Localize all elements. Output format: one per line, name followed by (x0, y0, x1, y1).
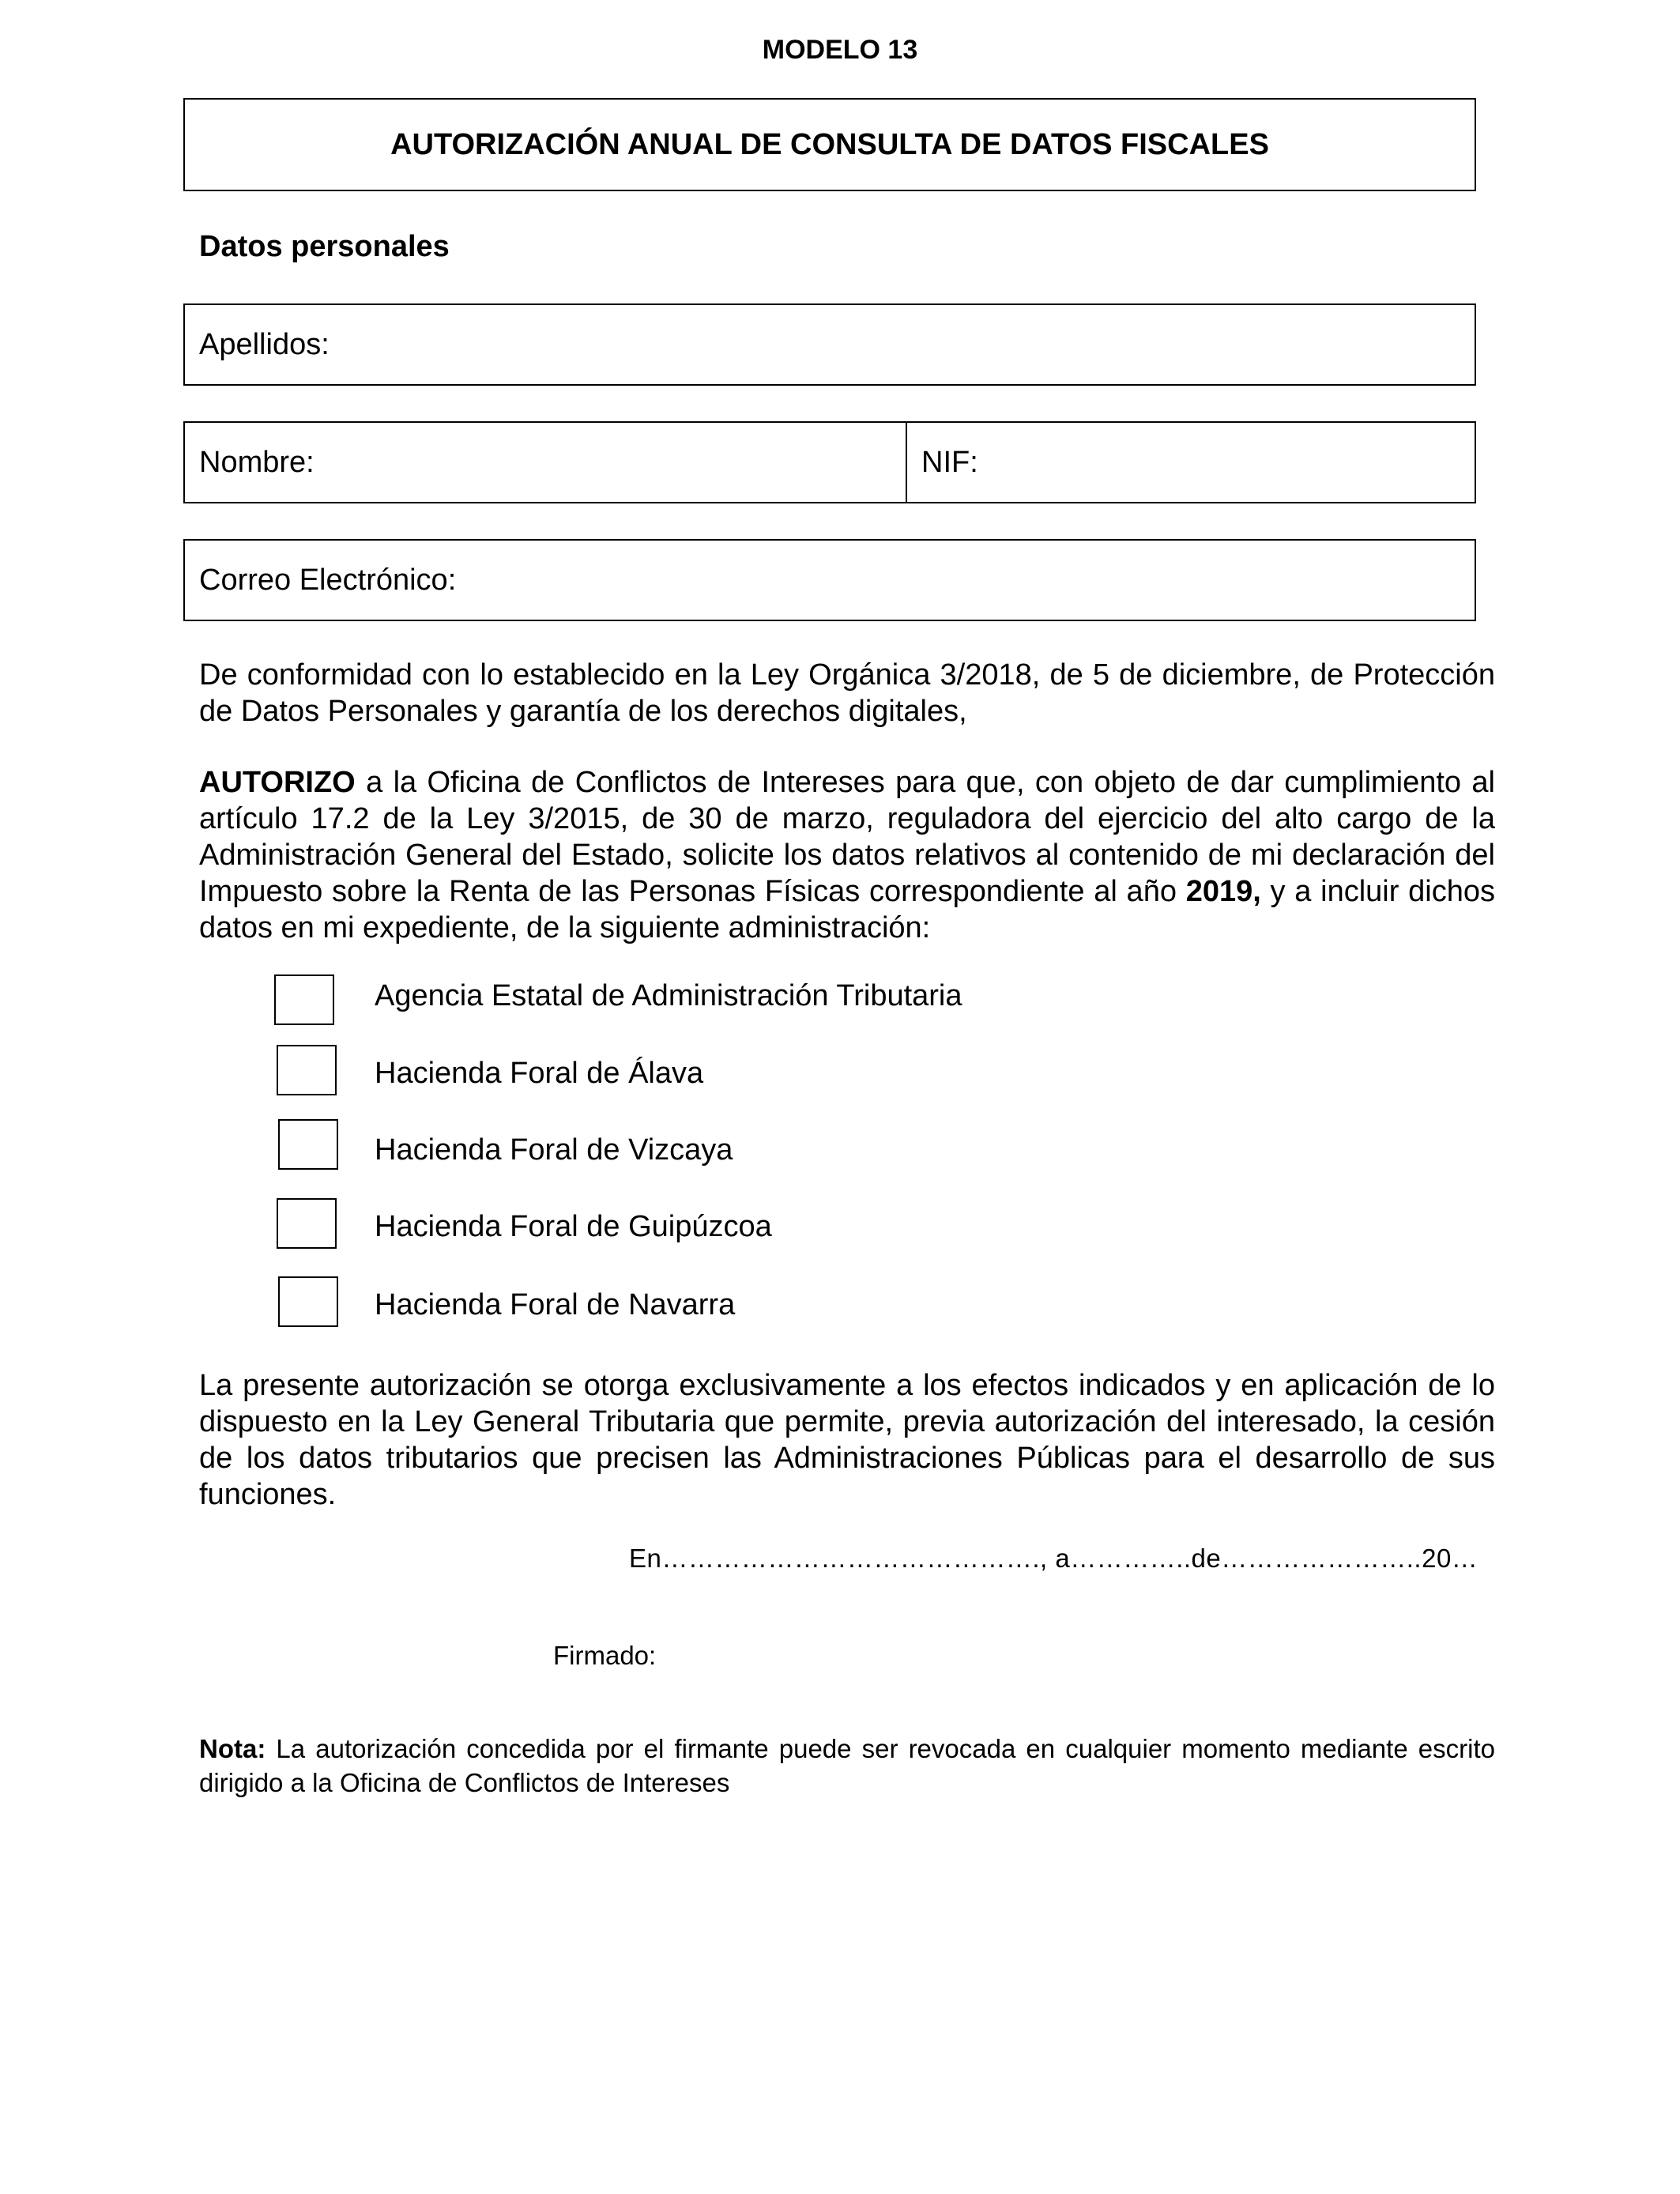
surnames-field[interactable] (183, 303, 1476, 386)
checkbox-guipuzcoa[interactable] (277, 1198, 337, 1249)
email-field[interactable] (183, 539, 1476, 621)
intro-paragraph: De conformidad con lo establecido en la Ley Orgánica 3/2018, de 5 de diciembre, de Protección de Datos Personales y garantía de los derechos digitales, (199, 658, 1495, 728)
email-label: Correo Electrónico: (199, 563, 457, 597)
nif-field[interactable] (907, 423, 1475, 502)
signed-label: Firmado: (553, 1641, 657, 1670)
authorization-text-1: a la Oficina de Conflictos de Intereses para que, con objeto de dar cumplimiento al artículo 17.2 de la Ley 3/2015, de 30 de marzo, reguladora del ejercicio del alto cargo de la Administración General del Estado, solicite los datos relativos al contenido de mi declaración del Impuesto sobre la Renta de las Personas Físicas correspondiente al año (199, 766, 1495, 908)
note-paragraph (199, 1732, 1495, 1800)
surnames-label: Apellidos: (199, 327, 330, 361)
checkbox-alava[interactable] (277, 1045, 337, 1095)
option-label-vizcaya: Hacienda Foral de Vizcaya (375, 1133, 733, 1167)
authorization-paragraph (199, 764, 1495, 946)
authorization-text-2: y a incluir dichos datos en mi expediente, de la siguiente administración: (199, 875, 1495, 944)
checkbox-aeat[interactable] (274, 974, 334, 1025)
note-text: La autorización concedida por el firmante puede ser revocada en cualquier momento mediante escrito dirigido a la Oficina de Conflictos de Intereses (199, 1734, 1495, 1797)
authorization-year: 2019, (1185, 875, 1261, 908)
option-label-alava: Hacienda Foral de Álava (375, 1057, 704, 1090)
model-label: MODELO 13 (762, 35, 918, 65)
note-label: Nota: (199, 1734, 266, 1763)
option-label-navarra: Hacienda Foral de Navarra (375, 1288, 736, 1321)
option-label-guipuzcoa: Hacienda Foral de Guipúzcoa (375, 1210, 772, 1243)
name-field[interactable] (185, 423, 907, 502)
form-title: AUTORIZACIÓN ANUAL DE CONSULTA DE DATOS FISCALES (390, 127, 1269, 161)
place-date-line[interactable]: En……………………………………., a…………..de…………………..20… (629, 1544, 1478, 1573)
checkbox-navarra[interactable] (278, 1276, 338, 1327)
name-label: Nombre: (199, 445, 315, 479)
personal-data-heading: Datos personales (199, 230, 450, 263)
option-label-aeat: Agencia Estatal de Administración Tributaria (375, 979, 962, 1012)
nif-label: NIF: (921, 445, 978, 479)
authorization-keyword: AUTORIZO (199, 766, 356, 799)
checkbox-vizcaya[interactable] (278, 1119, 338, 1170)
name-nif-row (183, 421, 1476, 503)
closing-paragraph: La presente autorización se otorga exclusivamente a los efectos indicados y en aplicación de lo dispuesto en la Ley General Tributaria que permite, previa autorización del interesado, la cesión de los datos tributarios que precisen las Administraciones Públicas para el desarrollo de sus funciones. (199, 1369, 1495, 1511)
form-title-box (183, 98, 1476, 191)
